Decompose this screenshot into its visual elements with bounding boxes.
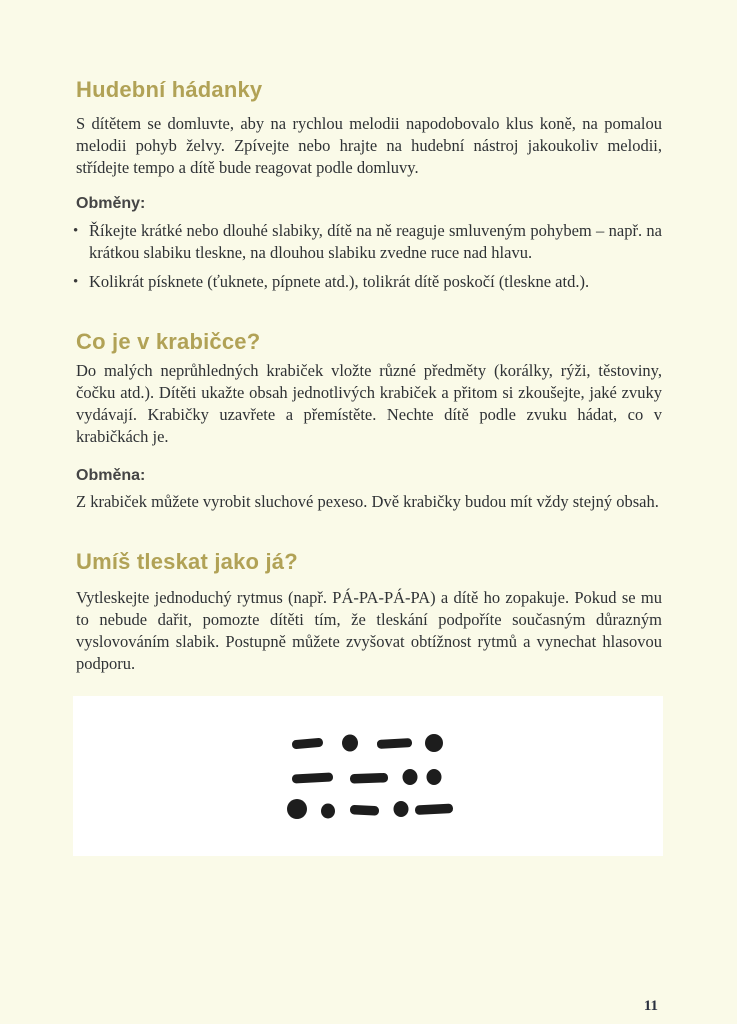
section-heading-co-je-v-krabicce: Co je v krabičce? xyxy=(76,329,261,354)
subheading-obmena: Obměna: xyxy=(76,467,146,484)
bullet-list xyxy=(73,220,662,293)
paragraph: Vytleskejte jednoduchý rytmus (např. PÁ-PA-PÁ-PA) a dítě ho zopakuje. Pokud se mu to nebude dařit, pomozte dítěti tím, že tleskání podpoříte současným důrazným vyslovováním slabik. Postupně můžete zvyšovat obtížnost rytmů a vynechat hlasovou podporu. xyxy=(76,588,662,673)
rhythm-pattern-card xyxy=(73,696,663,856)
bullet-icon: • xyxy=(73,223,79,239)
paragraph: Z krabiček můžete vyrobit sluchové pexeso. Dvě krabičky budou mít vždy stejný obsah. xyxy=(76,492,659,511)
bullet-icon: • xyxy=(73,274,79,290)
section-heading-umis-tleskat: Umíš tleskat jako já? xyxy=(76,549,298,574)
subheading-obmeny: Obměny: xyxy=(76,195,146,212)
list-item xyxy=(73,220,662,264)
paragraph: S dítětem se domluvte, aby na rychlou melodii napodobovalo klus koně, na pomalou melodii pohyb želvy. Zpívejte nebo hrajte na hudební nástroj jakoukoliv melodii, střídejte tempo a dítě bude reagovat podle domluvy. xyxy=(76,114,662,177)
list-item-text: Kolikrát písknete (ťuknete, pípnete atd.), tolikrát dítě poskočí (tleskne atd.). xyxy=(89,272,590,291)
paragraph: Do malých neprůhledných krabiček vložte různé předměty (korálky, rýži, těstoviny, čočku atd.). Dítěti ukažte obsah jednotlivých krabiček a přitom si zkoušejte, jaké zvuky vydávají. Krabičky uzavřete a přemístěte. Nechte dítě podle zvuku hádat, co v krabičkách je. xyxy=(76,361,662,446)
rhythm-pattern xyxy=(73,696,663,856)
page-number: 11 xyxy=(643,998,658,1014)
section-heading-hudebni-hadanky: Hudební hádanky xyxy=(76,77,263,102)
list-item xyxy=(73,271,662,293)
list-item-text: Říkejte krátké nebo dlouhé slabiky, dítě na ně reaguje smluveným pohybem – např. na krátkou slabiku tleskne, na dlouhou slabiku zvedne ruce nad hlavu. xyxy=(89,221,662,262)
